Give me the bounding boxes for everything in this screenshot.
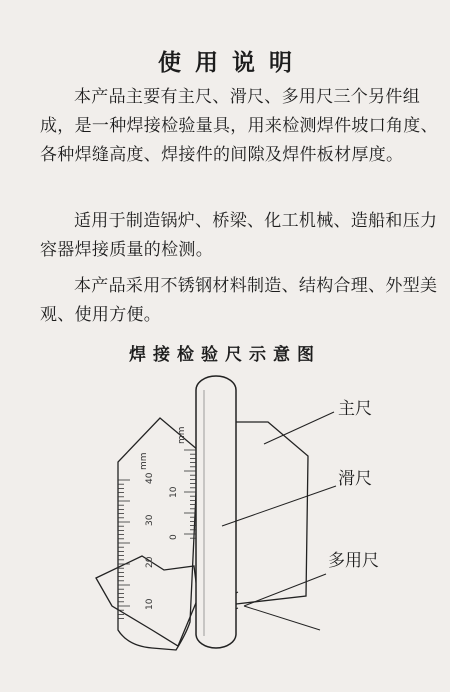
application-paragraph: 适用于制造锅炉、桥梁、化工机械、造船和压力容器焊接质量的检测。 [40,211,438,260]
main-scale-number: 10 [145,598,155,610]
multi-ruler-leader-a [244,574,326,606]
page-title: 使用说明 [158,49,306,76]
multi-ruler-label: 多用尺 [328,551,379,571]
main-ruler-scale [118,480,130,619]
unit-mark: mm [139,452,149,470]
weld-gauge-diagram [0,360,450,692]
intro-paragraph: 本产品主要有主尺、滑尺、多用尺三个另件组成，是一种焊接检验量具，用来检测焊件坡口角度、各种焊缝高度、焊接件的间隙及焊件板材厚度。 [40,87,438,165]
slide-scale-number: 0 [169,534,179,540]
material-paragraph: 本产品采用不锈钢材料制造、结构合理、外型美观、使用方便。 [40,276,438,325]
main-scale-number: 20 [145,556,155,568]
slide-ruler-label: 滑尺 [338,469,372,489]
slide-ruler-body [196,376,236,648]
slide-ruler-leader [222,486,336,526]
main-ruler-label: 主尺 [338,399,372,419]
figure-title: 焊接检验尺示意图 [129,345,321,365]
multi-ruler-leader-b [244,606,320,630]
main-scale-number: 40 [145,472,155,484]
slide-scale-number: 10 [169,486,179,498]
unit-mark: mm [177,426,187,444]
main-scale-number: 30 [145,514,155,526]
